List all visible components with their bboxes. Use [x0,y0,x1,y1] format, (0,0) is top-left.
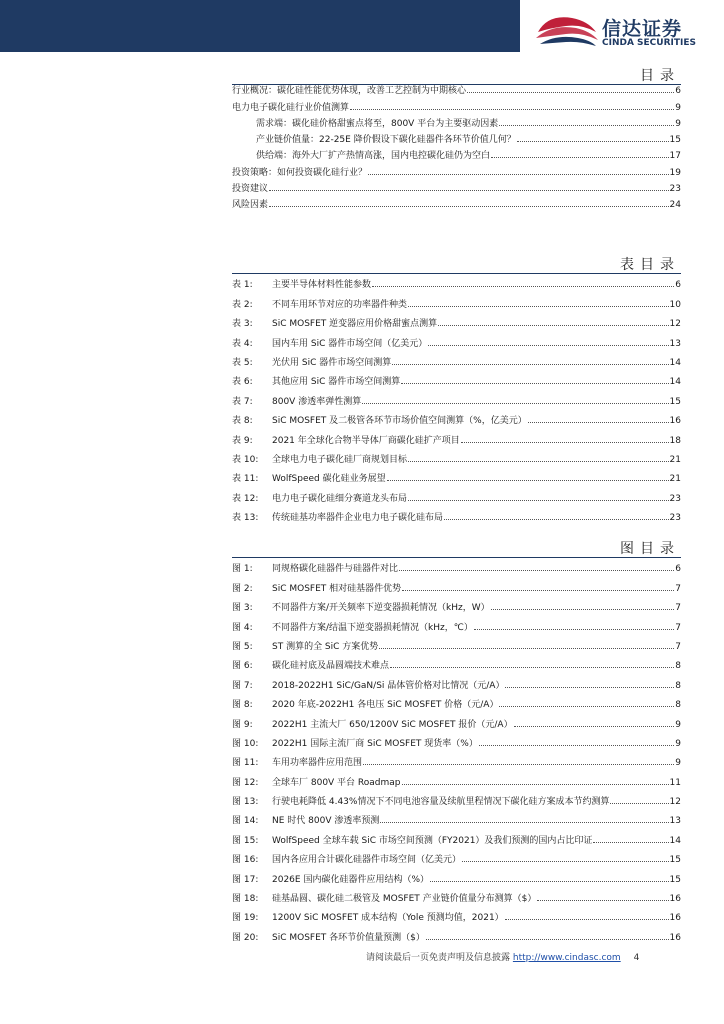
footer-url-link[interactable]: http://www.cindasc.com [512,953,621,963]
table-entry-label: 传统硅基功率器件企业电力电子碳化硅布局 [272,513,444,524]
table-entry-label: 电力电子碳化硅细分赛道龙头布局 [272,493,408,504]
table-entry-page: 23 [669,513,681,524]
table-entry-number: 表 13: [232,513,259,524]
figure-entry[interactable] [232,730,681,749]
dot-leader [537,900,668,901]
figure-entry-number: 图 6: [232,661,253,672]
table-entry-page: 21 [669,454,681,465]
toc-entry-label: 风险因素 [232,200,269,211]
table-entry-number: 表 7: [232,396,253,407]
toc-entry-label: 电力电子碳化硅行业价值测算 [232,102,350,113]
figure-entry-page: 7 [675,641,681,652]
dot-leader [390,667,674,668]
dot-leader [528,422,669,423]
toc-title: 目录 [640,68,680,84]
table-entry-number: 表 11: [232,474,259,485]
figure-entry-number: 图 16: [232,855,259,866]
figure-entry-label: WolfSpeed 全球车载 SiC 市场空间预测（FY2021）及我们预测的国内占比印证 [272,835,593,846]
figure-entry[interactable] [232,846,681,865]
table-entry-number: 表 8: [232,416,253,427]
toc-entry-label: 行业概况：碳化硅性能优势体现，改善工艺控制为中期核心 [232,86,467,97]
figure-entry-page: 12 [669,797,681,808]
dot-leader [269,206,669,207]
footer-disclaimer: 请阅读最后一页免责声明及信息披露 [366,953,511,963]
dot-leader [363,764,674,765]
figure-entry-page: 11 [669,777,681,788]
dot-leader [402,590,674,591]
toc-entry[interactable] [232,96,681,112]
table-entry-page: 12 [669,319,681,330]
table-entry-label: 国内车用 SiC 器件市场空间（亿美元） [272,338,428,349]
table-entry-label: 不同车用环节对应的功率器件种类 [272,299,408,310]
table-entry-page: 16 [669,416,681,427]
toc-entry-page: 9 [675,118,681,129]
figure-entry[interactable] [232,710,681,729]
table-entry-number: 表 4: [232,338,253,349]
page-footer [366,950,639,963]
figure-entry-number: 图 10: [232,738,259,749]
figure-entry[interactable] [232,555,681,574]
figure-entry[interactable] [232,633,681,652]
figure-entry-page: 8 [675,680,681,691]
dot-leader [474,629,674,630]
figure-entry-label: 1200V SiC MOSFET 成本结构（Yole 预测均值，2021） [272,913,504,924]
table-entry[interactable] [232,349,681,368]
toc-entry-page: 15 [669,135,681,146]
figure-entry[interactable] [232,652,681,671]
dot-leader [387,480,669,481]
figure-entry-label: 不同器件方案/结温下逆变器损耗情况（kHz，℃） [272,622,473,633]
toc-entry-label: 产业链价值量：22-25E 降价假设下碳化硅器件各环节价值几何？ [256,135,516,146]
figure-entry-label: 2022H1 国际主流厂商 SiC MOSFET 现货率（%） [272,738,478,749]
toc-entry[interactable] [232,80,681,96]
figure-entry-number: 图 17: [232,874,259,885]
figure-entry-label: 2022H1 主流大厂 650/1200V SiC MOSFET 报价（元/A） [272,719,513,730]
cinda-logo [532,12,712,52]
figure-entry-label: 硅基晶圆、碳化硅二极管及 MOSFET 产业链价值量分布测算（$） [272,894,537,905]
toc-entry[interactable] [232,194,681,210]
figure-entry-label: 行驶电耗降低 4.43%情况下不同电池容量及续航里程情况下碳化硅方案成本节约测算 [272,797,610,808]
table-entry-page: 21 [669,474,681,485]
figure-entry[interactable] [232,865,681,884]
dot-leader [517,141,669,142]
toc-entry-label: 供给端：海外大厂扩产热情高涨，国内电控碳化硅仍为空白 [256,151,491,162]
figure-entry[interactable] [232,594,681,613]
figure-entry-number: 图 9: [232,719,253,730]
toc-entry[interactable] [232,113,681,129]
figure-entry-label: 车用功率器件应用范围 [272,758,363,769]
table-entry-label: 2021 年全球化合物半导体厂商碳化硅扩产项目 [272,435,460,446]
table-entry[interactable] [232,426,681,445]
toc-entry-label: 投资策略：如何投资碳化硅行业？ [232,167,368,178]
figure-entry[interactable] [232,574,681,593]
dot-leader [402,784,669,785]
figure-entry-page: 7 [675,622,681,633]
dot-leader [408,461,669,462]
toc-entry-page: 19 [669,167,681,178]
figure-entry-page: 9 [675,719,681,730]
logo-chinese-name: 信达证券 [602,18,683,40]
figure-entry-page: 15 [669,855,681,866]
figure-entry-label: 碳化硅衬底及晶圆端技术难点 [272,661,390,672]
table-entry-page: 13 [669,338,681,349]
figure-entry-label: 2026E 国内碳化硅器件应用结构（%） [272,874,430,885]
figure-entry-number: 图 14: [232,816,259,827]
table-entry[interactable] [232,407,681,426]
dot-leader [426,939,669,940]
figure-entry[interactable] [232,923,681,942]
toc-entry[interactable] [232,129,681,145]
table-entry-label: SiC MOSFET 及二极管各环节市场价值空间测算（%，亿美元） [272,416,527,427]
table-entry[interactable] [232,504,681,523]
figure-entry[interactable] [232,807,681,826]
table-entry-number: 表 12: [232,493,259,504]
dot-leader [408,306,669,307]
dot-leader [438,325,668,326]
table-entry-page: 18 [669,435,681,446]
figure-entry[interactable] [232,885,681,904]
table-entry[interactable] [232,329,681,348]
table-entry-label: 全球电力电子碳化硅厂商规划目标 [272,454,408,465]
table-entry-page: 15 [669,396,681,407]
table-entry-label: SiC MOSFET 逆变器应用价格甜蜜点测算 [272,319,438,330]
dot-leader [362,403,668,404]
figure-entry[interactable] [232,613,681,632]
figure-entry-number: 图 7: [232,680,253,691]
figure-entry-page: 16 [669,913,681,924]
table-entry[interactable] [232,484,681,503]
figure-entry-number: 图 8: [232,700,253,711]
table-entry-label: 800V 渗透率弹性测算 [272,396,362,407]
page-number: 4 [633,953,640,963]
figure-entry-page: 14 [669,835,681,846]
figure-entry-page: 15 [669,874,681,885]
figure-entry[interactable] [232,691,681,710]
figure-entry[interactable] [232,671,681,690]
figure-entry-number: 图 2: [232,583,253,594]
toc-entry-page: 24 [669,200,681,211]
figure-entry-number: 图 15: [232,835,259,846]
dot-leader [514,726,675,727]
table-entry-page: 14 [669,377,681,388]
logo-english-name: CINDA SECURITIES [602,38,696,48]
figure-entry-number: 图 5: [232,641,253,652]
dot-leader [499,706,674,707]
table-entry-label: 其他应用 SiC 器件市场空间测算 [272,377,401,388]
figure-entry-label: 国内各应用合计碳化硅器件市场空间（亿美元） [272,855,462,866]
figure-entry-number: 图 3: [232,603,253,614]
toc-entry-page: 9 [675,102,681,113]
figure-entry-page: 7 [675,583,681,594]
dot-leader [399,570,674,571]
dot-leader [479,745,674,746]
dot-leader [610,803,668,804]
dot-leader [428,345,668,346]
figure-entry-page: 13 [669,816,681,827]
figure-entry-page: 8 [675,661,681,672]
figure-entry-label: ST 测算的全 SiC 方案优势 [272,641,379,652]
table-entry[interactable] [232,290,681,309]
figure-entry[interactable] [232,904,681,923]
dot-leader [401,383,668,384]
toc-list [232,80,681,210]
dot-leader [392,364,668,365]
figure-entry-page: 6 [675,564,681,575]
dot-leader [593,842,668,843]
toc-entry-label: 需求端：碳化硅价格甜蜜点将至，800V 平台为主要驱动因素 [256,118,499,129]
figure-entry-number: 图 12: [232,777,259,788]
table-entry[interactable] [232,446,681,465]
figures-list [232,555,681,943]
figure-entry-label: 全球车厂 800V 平台 Roadmap [272,777,401,788]
dot-leader [350,109,674,110]
dot-leader [379,648,674,649]
figure-entry[interactable] [232,768,681,787]
figure-entry-number: 图 4: [232,622,253,633]
dot-leader [372,286,674,287]
toc-entry[interactable] [232,178,681,194]
figure-entry-number: 图 11: [232,758,259,769]
table-entry-number: 表 3: [232,319,253,330]
table-entry-number: 表 1: [232,280,253,291]
dot-leader [491,609,675,610]
dot-leader [368,174,669,175]
table-entry-page: 6 [675,280,681,291]
figures-title: 图目录 [620,541,680,557]
table-entry-number: 表 2: [232,299,253,310]
table-entry-page: 10 [669,299,681,310]
table-entry[interactable] [232,465,681,484]
dot-leader [461,442,669,443]
figure-entry-page: 16 [669,932,681,943]
toc-entry[interactable] [232,161,681,177]
tables-title: 表目录 [620,257,680,273]
tables-list [232,271,681,523]
table-entry-label: 主要半导体材料性能参数 [272,280,372,291]
figure-entry[interactable] [232,788,681,807]
figure-entry-number: 图 1: [232,564,253,575]
figure-entry-number: 图 19: [232,913,259,924]
toc-entry-page: 6 [675,86,681,97]
figure-entry-label: SiC MOSFET 相对硅基器件优势 [272,583,402,594]
dot-leader [462,861,669,862]
table-entry-number: 表 6: [232,377,253,388]
table-entry-page: 14 [669,357,681,368]
figure-entry-page: 7 [675,603,681,614]
figure-entry-label: NE 时代 800V 渗透率预测 [272,816,380,827]
figure-entry-number: 图 18: [232,894,259,905]
table-entry-label: 光伏用 SiC 器件市场空间测算 [272,357,392,368]
dot-leader [505,687,674,688]
figure-entry-number: 图 13: [232,797,259,808]
figure-entry-label: 2020 年底-2022H1 各电压 SiC MOSFET 价格（元/A） [272,700,499,711]
dot-leader [408,500,669,501]
toc-entry-page: 23 [669,184,681,195]
dot-leader [269,190,669,191]
dot-leader [444,519,669,520]
figure-entry-page: 16 [669,894,681,905]
dot-leader [499,125,674,126]
figure-entry-label: 不同器件方案/开关频率下逆变器损耗情况（kHz，W） [272,603,490,614]
table-entry[interactable] [232,271,681,290]
dot-leader [380,822,668,823]
dot-leader [491,157,669,158]
table-entry-label: WolfSpeed 碳化硅业务展望 [272,474,386,485]
toc-entry-label: 投资建议 [232,184,269,195]
figure-entry-page: 8 [675,700,681,711]
figure-entry-label: SiC MOSFET 各环节价值量预测（$） [272,932,425,943]
header-bar [0,0,520,52]
table-entry-number: 表 5: [232,357,253,368]
figure-entry[interactable] [232,826,681,845]
figure-entry-label: 同规格碳化硅器件与硅器件对比 [272,564,399,575]
figure-entry-page: 9 [675,738,681,749]
table-entry[interactable] [232,368,681,387]
toc-entry-page: 17 [669,151,681,162]
figure-entry-page: 9 [675,758,681,769]
dot-leader [467,92,674,93]
dot-leader [430,881,669,882]
table-entry-number: 表 10: [232,454,259,465]
table-entry-number: 表 9: [232,435,253,446]
figure-entry-label: 2018-2022H1 SiC/GaN/Si 晶体管价格对比情况（元/A） [272,680,505,691]
table-entry-page: 23 [669,493,681,504]
figure-entry-number: 图 20: [232,932,259,943]
toc-entry[interactable] [232,145,681,161]
cinda-logo-icon [532,12,602,52]
figure-entry[interactable] [232,749,681,768]
dot-leader [505,919,669,920]
table-entry[interactable] [232,387,681,406]
table-entry[interactable] [232,310,681,329]
